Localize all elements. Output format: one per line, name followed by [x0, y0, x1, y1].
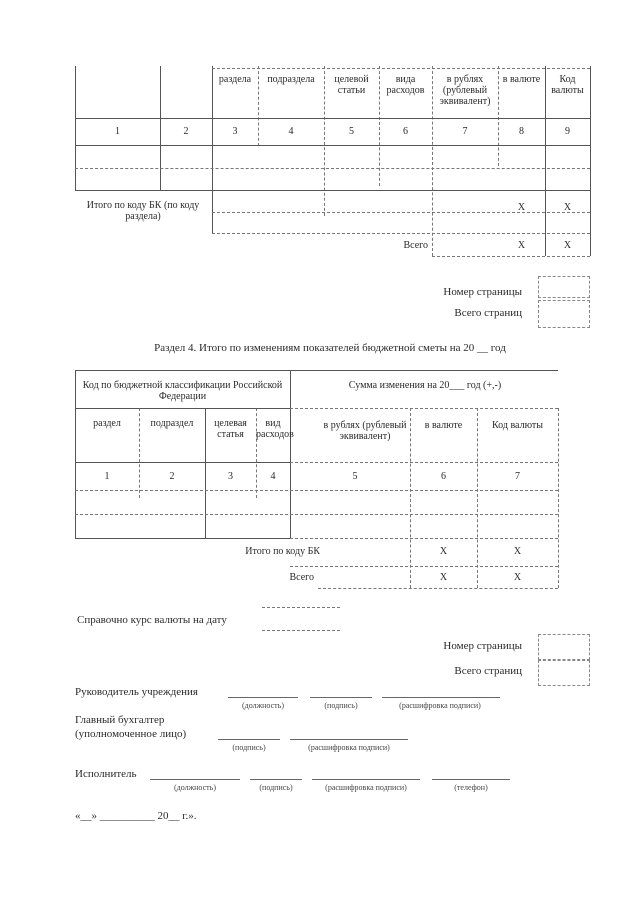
col-number: 3 [232, 126, 238, 137]
caption-position: (должность) [242, 701, 284, 710]
subheader-podrazdel: подраздел [150, 418, 194, 429]
col-number: 2 [183, 126, 189, 137]
total-x-mark: X [517, 202, 526, 213]
col-number: 5 [352, 471, 358, 482]
authorized-person-label: (уполномоченное лицо) [75, 728, 187, 740]
grand-x-mark: X [563, 240, 572, 251]
col-header-rub: в рублях (рублевый эквивалент) [439, 74, 491, 107]
head-of-institution-label: Руководитель учреждения [75, 686, 198, 698]
section4-title: Раздел 4. Итого по изменениям показателей бюджетной сметы на 20 __ год [154, 342, 506, 354]
subheader-rub: в рублях (рублевый эквивалент) [323, 420, 407, 442]
subheader-target: целевая статья [214, 418, 247, 440]
signature-line[interactable] [432, 779, 510, 780]
col-header-code: Код валюты [551, 74, 584, 96]
signature-line[interactable] [310, 697, 372, 698]
col-number: 4 [270, 471, 276, 482]
col-header-razdel: раздела [218, 74, 252, 85]
col-number: 4 [288, 126, 294, 137]
col-number: 8 [519, 126, 524, 137]
col-number: 5 [349, 126, 354, 137]
signature-line[interactable] [382, 697, 500, 698]
signature-line[interactable] [228, 697, 298, 698]
date-line: «__» __________ 20__ г.». [75, 810, 197, 822]
col-number: 1 [104, 471, 110, 482]
signature-line[interactable] [250, 779, 302, 780]
caption-phone: (телефон) [454, 783, 488, 792]
col-header-target: целевой статьи [334, 74, 369, 96]
grand-x-mark: X [439, 572, 448, 583]
col-number: 7 [462, 126, 468, 137]
col-number: 6 [441, 471, 446, 482]
col-header-currency: в валюте [502, 74, 541, 85]
total-x-mark: X [439, 546, 448, 557]
grand-x-mark: X [513, 572, 522, 583]
signature-line[interactable] [150, 779, 240, 780]
caption-signature: (подпись) [259, 783, 293, 792]
col-header-podrazdel: подраздела [267, 74, 315, 85]
total-pages-field[interactable] [538, 660, 590, 686]
page-number-label: Номер страницы [443, 286, 522, 298]
total-by-kbk-label: Итого по коду БК [245, 546, 320, 557]
caption-signature: (подпись) [324, 701, 358, 710]
grand-x-mark: X [517, 240, 526, 251]
col-number: 3 [228, 471, 233, 482]
grand-total-label: Всего [289, 572, 314, 583]
signature-line[interactable] [290, 739, 408, 740]
caption-decoding: (расшифровка подписи) [325, 783, 407, 792]
subheader-currency: в валюте [424, 420, 463, 431]
total-pages-label: Всего страниц [454, 665, 522, 677]
total-pages-label: Всего страниц [454, 307, 522, 319]
col-number: 1 [115, 126, 120, 137]
col-number: 6 [403, 126, 408, 137]
col-number: 7 [515, 471, 520, 482]
total-pages-field[interactable] [538, 300, 590, 328]
caption-decoding: (расшифровка подписи) [308, 743, 390, 752]
chief-accountant-label: Главный бухгалтер [75, 714, 165, 726]
total-by-section-label: Итого по коду БК (по коду раздела) [86, 200, 200, 222]
currency-rate-note: Справочно курс валюты на дату [77, 614, 227, 626]
total-x-mark: X [513, 546, 522, 557]
signature-line[interactable] [218, 739, 280, 740]
caption-signature: (подпись) [232, 743, 266, 752]
caption-decoding: (расшифровка подписи) [399, 701, 481, 710]
page-number-label: Номер страницы [443, 640, 522, 652]
subheader-razdel: раздел [93, 418, 121, 429]
signature-line[interactable] [312, 779, 420, 780]
page-number-field[interactable] [538, 276, 590, 298]
page-number-field[interactable] [538, 634, 590, 660]
col-number: 2 [169, 471, 175, 482]
executor-label: Исполнитель [75, 768, 137, 780]
subheader-expense: вид расходов [256, 418, 294, 440]
kbk-group-header: Код по бюджетной классификации Российской Федерации [82, 380, 283, 402]
grand-total-label: Всего [403, 240, 428, 251]
subheader-code: Код валюты [491, 420, 543, 431]
col-number: 9 [565, 126, 570, 137]
sum-group-header: Сумма изменения на 20___ год (+,-) [348, 380, 502, 391]
col-header-expense: вида расходов [386, 74, 425, 96]
caption-position: (должность) [174, 783, 216, 792]
total-x-mark: X [563, 202, 572, 213]
